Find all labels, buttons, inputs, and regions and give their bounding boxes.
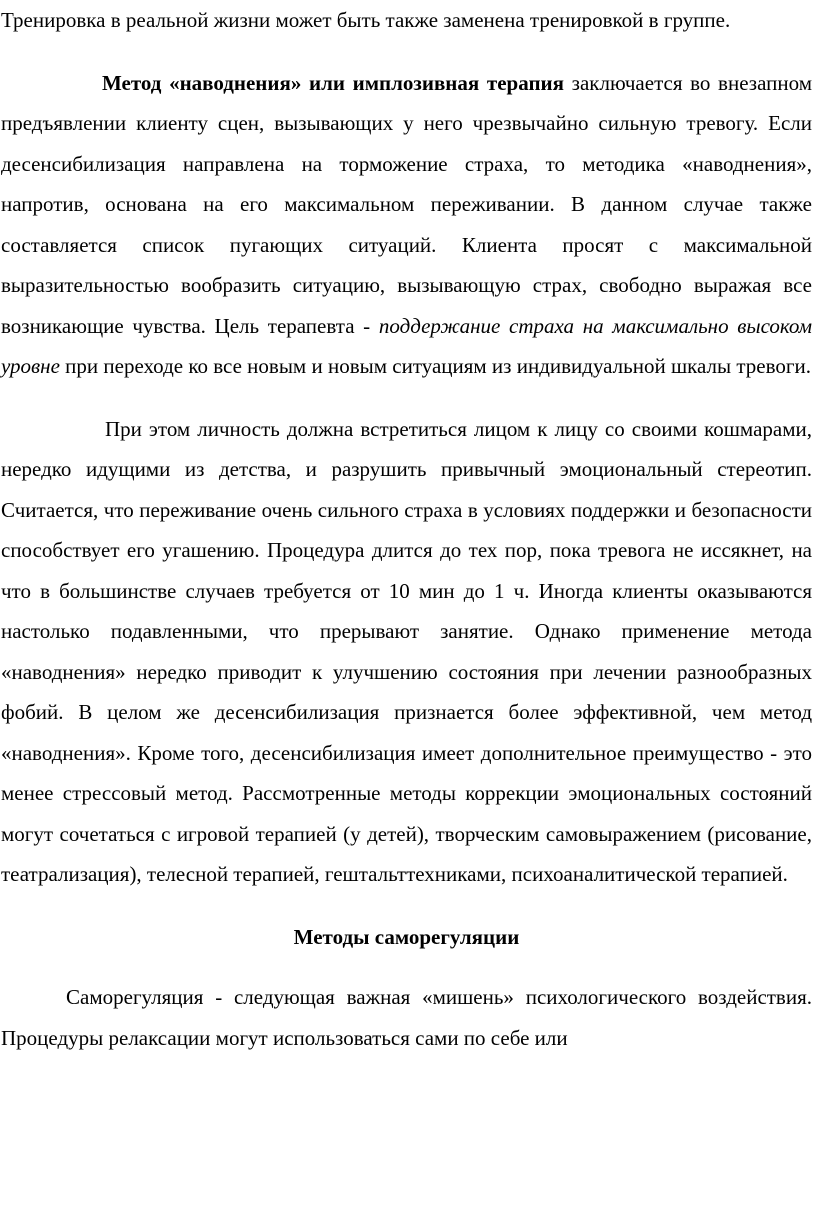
paragraph-self-regulation: Саморегуляция - следующая важная «мишень» психологического воздействия. Процедуры релаксации могут использоваться сами по себе или: [1, 985, 812, 1050]
paragraph-flooding-text-a: заключается во внезапном предъявлении клиенту сцен, вызывающих у него чрезвычайно сильную тревогу. Если десенсибилизация направлена на торможение страха, то методика «наводнения», напротив, основана на его максимальном переживании. В данном случае также составляется список пугающих ситуаций. Клиента просят с максимальной выразительностью вообразить ситуацию, вызывающую страх, свободно выражая все возникающие чувства. Цель терапевта -: [1, 70, 812, 338]
paragraph-flooding-method: [1, 63, 812, 387]
term-flooding-method: Метод «наводнения» или имплозивная терапия: [102, 70, 565, 95]
paragraph-nightmares: При этом личность должна встретиться лицом к лицу со своими кошмарами, нередко идущими из детства, и разрушить привычный эмоциональный стереотип. Считается, что переживание очень сильного страха в условиях поддержки и безопасности способствует его угашению. Процедура длится до тех пор, пока тревога не иссякнет, на что в большинстве случаев требуется от 10 мин до 1 ч. Иногда клиенты оказываются настолько подавленными, что прерывают занятие. Однако применение метода «наводнения» нередко приводит к улучшению состояния при лечении разнообразных фобий. В целом же десенсибилизация признается более эффективной, чем метод «наводнения». Кроме того, десенсибилизация имеет дополнительное преимущество - это менее стрессовый метод. Рассмотренные методы коррекции эмоциональных состояний могут сочетаться с игровой терапией (у детей), творческим самовыражением (рисование, театрализация), телесной терапией, гештальттехниками, психоаналитической терапией.: [1, 416, 812, 886]
paragraph-group-training: Тренировка в реальной жизни может быть также заменена тренировкой в группе.: [1, 8, 731, 32]
phrase-maintaining-fear: поддержание страха на максимально высоком уровне: [1, 313, 813, 378]
paragraph-flooding-text-b: при переходе ко все новым и новым ситуациям из индивидуальной шкалы тревоги.: [59, 354, 811, 378]
section-heading-self-regulation: Методы саморегуляции: [293, 924, 520, 949]
